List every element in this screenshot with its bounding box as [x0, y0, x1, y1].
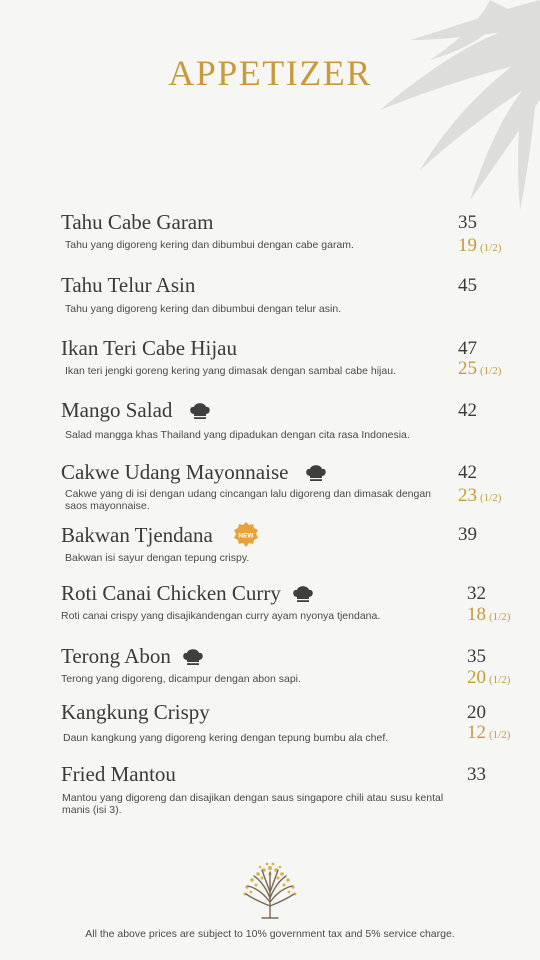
item-name-text: Roti Canai Chicken Curry: [61, 581, 281, 605]
item-price: 35: [458, 212, 477, 233]
chef-hat-icon: [181, 647, 205, 667]
item-name-text: Cakwe Udang Mayonnaise: [61, 460, 289, 484]
item-name: [61, 398, 212, 423]
item-description: Terong yang digoreng, dicampur dengan abon sapi.: [61, 673, 301, 685]
item-name-text: Terong Abon: [61, 644, 171, 668]
item-price: 39: [458, 524, 477, 545]
item-name: [61, 644, 205, 669]
item-name: Tahu Telur Asin: [61, 273, 196, 297]
new-badge: [233, 522, 259, 548]
item-half-price: 12 (1/2): [467, 722, 511, 743]
item-price: 42: [458, 400, 477, 421]
chef-hat-icon: [188, 401, 212, 421]
item-description: Cakwe yang di isi dengan udang cincangan lalu digoreng dan dimasak dengan saos mayonnaise.: [65, 488, 432, 512]
page-title: APPETIZER: [168, 53, 372, 93]
new-badge-shape: [233, 522, 259, 548]
item-name: [61, 460, 328, 485]
item-name: Fried Mantou: [61, 762, 176, 786]
item-price: 42: [458, 462, 477, 483]
item-description: Bakwan isi sayur dengan tepung crispy.: [65, 552, 250, 564]
golden-tree-logo: [238, 858, 302, 920]
item-name: [61, 581, 315, 606]
item-name-text: Bakwan Tjendana: [61, 522, 213, 547]
item-half-price: 25 (1/2): [458, 358, 502, 379]
item-half-price: 20 (1/2): [467, 667, 511, 688]
item-name: Kangkung Crispy: [61, 700, 210, 724]
item-description: Mantou yang digoreng dan disajikan dengan saus singapore chili atau susu kental manis (isi 3).: [62, 792, 444, 816]
item-name: Ikan Teri Cabe Hijau: [61, 336, 237, 360]
item-name-text: Mango Salad: [61, 398, 173, 422]
item-price: 32: [467, 583, 486, 604]
item-name: Tahu Cabe Garam: [61, 210, 214, 234]
item-price: 33: [467, 764, 486, 785]
chef-hat-icon: [291, 584, 315, 604]
new-badge-label: NEW: [238, 532, 254, 540]
item-description: Daun kangkung yang digoreng kering dengan tepung bumbu ala chef.: [63, 732, 389, 744]
item-half-price: 18 (1/2): [467, 604, 511, 625]
item-half-price: 23 (1/2): [458, 485, 502, 506]
item-price: 45: [458, 275, 477, 296]
item-price: 47: [458, 338, 477, 359]
chef-hat-icon: [304, 463, 328, 483]
item-price: 20: [467, 702, 486, 723]
item-half-price: 19 (1/2): [458, 235, 502, 256]
item-name: [61, 522, 259, 548]
item-description: Tahu yang digoreng kering dan dibumbui dengan telur asin.: [65, 303, 342, 315]
tax-disclaimer: All the above prices are subject to 10% government tax and 5% service charge.: [85, 928, 455, 940]
item-description: Tahu yang digoreng kering dan dibumbui dengan cabe garam.: [65, 239, 354, 251]
item-description: Salad mangga khas Thailand yang dipadukan dengan cita rasa Indonesia.: [65, 429, 410, 441]
item-description: Roti canai crispy yang disajikandengan curry ayam nyonya tjendana.: [61, 610, 381, 622]
item-price: 35: [467, 646, 486, 667]
item-description: Ikan teri jengki goreng kering yang dimasak dengan sambal cabe hijau.: [65, 365, 396, 377]
palm-leaf-shadow: [290, 0, 540, 210]
